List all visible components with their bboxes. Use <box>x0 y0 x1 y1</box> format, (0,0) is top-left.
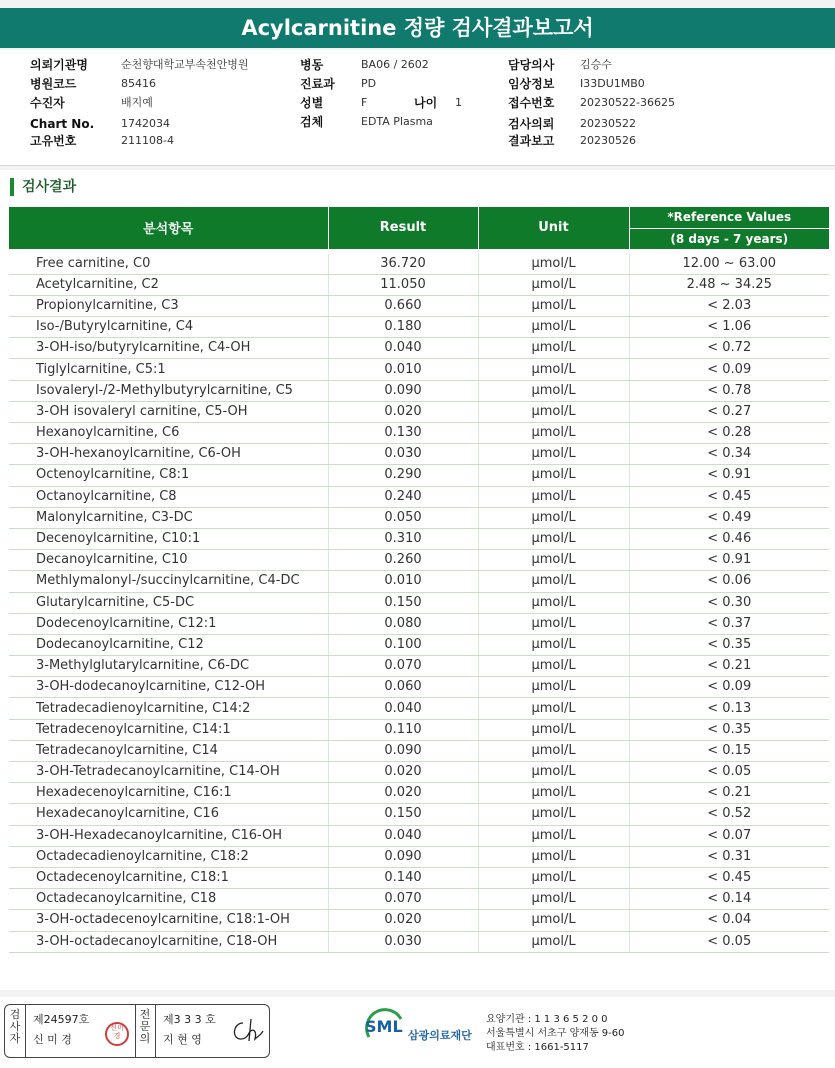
result-reference: < 0.46 <box>629 528 829 549</box>
result-value: 0.030 <box>328 444 478 465</box>
result-value: 0.060 <box>328 677 478 698</box>
result-item: Tetradecadienoylcarnitine, C14:2 <box>9 698 328 719</box>
result-unit: μmol/L <box>478 889 629 910</box>
result-unit: μmol/L <box>478 571 629 592</box>
foundation-address: 서울특별시 서초구 양재동 9-60 <box>486 1028 625 1039</box>
result-item: 3-OH-octadecanoylcarnitine, C18-OH <box>9 931 328 952</box>
result-reference: < 0.35 <box>629 719 829 740</box>
result-item: Malonylcarnitine, C3-DC <box>9 507 328 528</box>
result-item: Propionylcarnitine, C3 <box>9 295 328 316</box>
age-value: 1 <box>455 96 462 109</box>
table-row <box>9 804 829 825</box>
result-unit: μmol/L <box>478 677 629 698</box>
table-row <box>9 571 829 592</box>
table-row <box>9 444 829 465</box>
chart-value: 1742034 <box>121 117 170 130</box>
result-value: 36.720 <box>328 254 478 275</box>
report-title: Acylcarnitine 정량 검사결과보고서 <box>0 8 835 48</box>
result-value: 0.010 <box>328 571 478 592</box>
result-item: Tiglylcarnitine, C5:1 <box>9 359 328 380</box>
result-value: 0.040 <box>328 338 478 359</box>
table-row <box>9 423 829 444</box>
table-row <box>9 740 829 761</box>
table-row <box>9 254 829 275</box>
result-item: 3-OH-Hexadecanoylcarnitine, C16-OH <box>9 825 328 846</box>
results-table <box>9 207 829 953</box>
result-reference: < 0.78 <box>629 380 829 401</box>
result-item: Hexadecanoylcarnitine, C16 <box>9 804 328 825</box>
table-row <box>9 698 829 719</box>
result-unit: μmol/L <box>478 254 629 275</box>
sex-label: 성별 <box>300 96 324 110</box>
institution-value: 순천향대학교부속천안병원 <box>121 58 249 71</box>
specimen-label: 검체 <box>300 115 324 129</box>
col-header-unit: Unit <box>478 207 629 249</box>
result-unit: μmol/L <box>478 867 629 888</box>
chart-label: Chart No. <box>30 117 95 131</box>
table-row <box>9 783 829 804</box>
table-row <box>9 507 829 528</box>
result-unit: μmol/L <box>478 465 629 486</box>
hospital-code-label: 병원코드 <box>30 77 77 91</box>
report-date-value: 20230526 <box>580 134 636 147</box>
result-reference: < 0.72 <box>629 338 829 359</box>
receipt-label: 접수번호 <box>508 96 555 110</box>
result-reference: < 0.05 <box>629 931 829 952</box>
ward-label: 병동 <box>300 58 324 72</box>
result-value: 0.040 <box>328 698 478 719</box>
result-value: 0.150 <box>328 592 478 613</box>
signature-box <box>4 1004 270 1058</box>
result-item: Octadecadienoylcarnitine, C18:2 <box>9 846 328 867</box>
result-reference: 2.48 ~ 34.25 <box>629 274 829 295</box>
result-value: 0.070 <box>328 889 478 910</box>
result-value: 0.140 <box>328 867 478 888</box>
table-row <box>9 719 829 740</box>
result-unit: μmol/L <box>478 338 629 359</box>
result-reference: < 0.07 <box>629 825 829 846</box>
result-item: Octadecenoylcarnitine, C18:1 <box>9 867 328 888</box>
result-unit: μmol/L <box>478 740 629 761</box>
table-row <box>9 762 829 783</box>
result-reference: < 0.27 <box>629 401 829 422</box>
result-value: 0.090 <box>328 740 478 761</box>
result-unit: μmol/L <box>478 274 629 295</box>
result-reference: < 0.52 <box>629 804 829 825</box>
result-value: 0.100 <box>328 634 478 655</box>
result-unit: μmol/L <box>478 317 629 338</box>
hospital-code-value: 85416 <box>121 77 156 90</box>
result-unit: μmol/L <box>478 359 629 380</box>
result-reference: < 0.13 <box>629 698 829 719</box>
result-unit: μmol/L <box>478 592 629 613</box>
result-item: Octadecanoylcarnitine, C18 <box>9 889 328 910</box>
table-row <box>9 295 829 316</box>
result-reference: < 0.91 <box>629 550 829 571</box>
result-reference: < 0.34 <box>629 444 829 465</box>
result-item: Hexanoylcarnitine, C6 <box>9 423 328 444</box>
table-row <box>9 592 829 613</box>
table-row <box>9 338 829 359</box>
result-item: Tetradecenoylcarnitine, C14:1 <box>9 719 328 740</box>
result-reference: < 0.49 <box>629 507 829 528</box>
result-reference: < 0.06 <box>629 571 829 592</box>
result-unit: μmol/L <box>478 528 629 549</box>
patient-label: 수진자 <box>30 96 65 110</box>
result-reference: < 0.28 <box>629 423 829 444</box>
result-value: 0.090 <box>328 380 478 401</box>
result-item: Octenoylcarnitine, C8:1 <box>9 465 328 486</box>
doctor-label: 담당의사 <box>508 58 555 72</box>
result-item: 3-OH-Tetradecanoylcarnitine, C14-OH <box>9 762 328 783</box>
specialist-label: 전문의 <box>139 1008 151 1045</box>
result-unit: μmol/L <box>478 656 629 677</box>
result-item: 3-OH-hexanoylcarnitine, C6-OH <box>9 444 328 465</box>
result-value: 0.070 <box>328 656 478 677</box>
table-row <box>9 550 829 571</box>
table-row <box>9 846 829 867</box>
result-value: 0.310 <box>328 528 478 549</box>
result-value: 0.660 <box>328 295 478 316</box>
result-unit: μmol/L <box>478 613 629 634</box>
result-value: 0.240 <box>328 486 478 507</box>
institution-label: 의뢰기관명 <box>30 58 88 72</box>
result-value: 0.020 <box>328 910 478 931</box>
table-row <box>9 656 829 677</box>
table-row <box>9 317 829 338</box>
sex-value: F <box>361 96 368 109</box>
result-value: 0.020 <box>328 762 478 783</box>
table-row <box>9 380 829 401</box>
report-date-label: 결과보고 <box>508 134 555 148</box>
result-reference: < 0.09 <box>629 359 829 380</box>
result-unit: μmol/L <box>478 401 629 422</box>
result-unit: μmol/L <box>478 550 629 571</box>
result-item: Octanoylcarnitine, C8 <box>9 486 328 507</box>
specialist-license: 제3 3 3 호 <box>163 1013 216 1026</box>
table-row <box>9 274 829 295</box>
signature-icon <box>229 1017 265 1045</box>
section-title: 검사결과 <box>10 178 76 196</box>
result-item: Methlymalonyl-/succinylcarnitine, C4-DC <box>9 571 328 592</box>
result-value: 0.150 <box>328 804 478 825</box>
result-value: 0.130 <box>328 423 478 444</box>
result-unit: μmol/L <box>478 910 629 931</box>
result-value: 0.040 <box>328 825 478 846</box>
result-unit: μmol/L <box>478 846 629 867</box>
result-unit: μmol/L <box>478 380 629 401</box>
result-value: 0.180 <box>328 317 478 338</box>
result-item: Iso-/Butyrylcarnitine, C4 <box>9 317 328 338</box>
result-item: 3-OH-octadecenoylcarnitine, C18:1-OH <box>9 910 328 931</box>
result-reference: < 0.15 <box>629 740 829 761</box>
result-value: 0.090 <box>328 846 478 867</box>
patient-value: 배지예 <box>121 96 153 109</box>
unique-label: 고유번호 <box>30 134 77 148</box>
tester-label: 검사자 <box>9 1008 21 1045</box>
col-header-reference-range: (8 days - 7 years) <box>629 228 829 249</box>
result-reference: < 0.09 <box>629 677 829 698</box>
result-item: Glutarylcarnitine, C5-DC <box>9 592 328 613</box>
result-value: 0.020 <box>328 401 478 422</box>
col-header-item: 분석항목 <box>9 207 328 249</box>
table-row <box>9 931 829 952</box>
request-value: 20230522 <box>580 117 636 130</box>
result-unit: μmol/L <box>478 423 629 444</box>
result-reference: < 0.91 <box>629 465 829 486</box>
age-label: 나이 <box>414 96 438 110</box>
result-item: Decenoylcarnitine, C10:1 <box>9 528 328 549</box>
result-unit: μmol/L <box>478 804 629 825</box>
tester-name: 신 미 경 <box>33 1033 72 1046</box>
table-row <box>9 634 829 655</box>
tester-seal: 신미경 <box>105 1022 129 1046</box>
result-value: 0.260 <box>328 550 478 571</box>
result-reference: 12.00 ~ 63.00 <box>629 254 829 275</box>
result-unit: μmol/L <box>478 444 629 465</box>
result-item: Acetylcarnitine, C2 <box>9 274 328 295</box>
table-row <box>9 825 829 846</box>
result-value: 0.030 <box>328 931 478 952</box>
table-row <box>9 889 829 910</box>
result-item: Dodecanoylcarnitine, C12 <box>9 634 328 655</box>
table-row <box>9 910 829 931</box>
result-value: 0.010 <box>328 359 478 380</box>
footer <box>0 997 835 1068</box>
result-unit: μmol/L <box>478 295 629 316</box>
result-item: Tetradecanoylcarnitine, C14 <box>9 740 328 761</box>
request-label: 검사의뢰 <box>508 117 555 131</box>
result-item: Decanoylcarnitine, C10 <box>9 550 328 571</box>
result-unit: μmol/L <box>478 719 629 740</box>
dept-value: PD <box>361 77 377 90</box>
tester-license: 제24597호 <box>33 1013 90 1026</box>
result-item: 3-OH isovaleryl carnitine, C5-OH <box>9 401 328 422</box>
result-item: Free carnitine, C0 <box>9 254 328 275</box>
ward-value: BA06 / 2602 <box>361 58 429 71</box>
result-value: 11.050 <box>328 274 478 295</box>
specialist-name: 지 현 영 <box>163 1033 202 1046</box>
col-header-reference: *Reference Values <box>629 207 829 228</box>
result-value: 0.290 <box>328 465 478 486</box>
unique-value: 211108-4 <box>121 134 174 147</box>
table-row <box>9 613 829 634</box>
foundation-name: 삼광의료재단 <box>408 1029 472 1042</box>
result-reference: < 0.21 <box>629 783 829 804</box>
table-row <box>9 867 829 888</box>
receipt-value: 20230522-36625 <box>580 96 675 109</box>
result-reference: < 2.03 <box>629 295 829 316</box>
result-reference: < 0.30 <box>629 592 829 613</box>
result-unit: μmol/L <box>478 762 629 783</box>
result-value: 0.110 <box>328 719 478 740</box>
result-item: Isovaleryl-/2-Methylbutyrylcarnitine, C5 <box>9 380 328 401</box>
specimen-value: EDTA Plasma <box>361 115 433 128</box>
care-code: 요양기관 : 1 1 3 6 5 2 0 0 <box>486 1014 608 1025</box>
result-item: 3-OH-dodecanoylcarnitine, C12-OH <box>9 677 328 698</box>
dept-label: 진료과 <box>300 77 335 91</box>
result-reference: < 1.06 <box>629 317 829 338</box>
results-panel <box>0 170 835 990</box>
result-unit: μmol/L <box>478 486 629 507</box>
foundation-phone: 대표번호 : 1661-5117 <box>486 1042 589 1053</box>
table-row <box>9 528 829 549</box>
table-row <box>9 465 829 486</box>
result-reference: < 0.35 <box>629 634 829 655</box>
result-reference: < 0.04 <box>629 910 829 931</box>
sml-logo: SML <box>365 1009 403 1028</box>
result-reference: < 0.05 <box>629 762 829 783</box>
result-reference: < 0.31 <box>629 846 829 867</box>
result-item: 3-OH-iso/butyrylcarnitine, C4-OH <box>9 338 328 359</box>
result-reference: < 0.14 <box>629 889 829 910</box>
doctor-value: 김승수 <box>580 58 612 71</box>
result-unit: μmol/L <box>478 698 629 719</box>
table-row <box>9 359 829 380</box>
result-value: 0.020 <box>328 783 478 804</box>
result-reference: < 0.37 <box>629 613 829 634</box>
result-reference: < 0.45 <box>629 867 829 888</box>
result-value: 0.080 <box>328 613 478 634</box>
result-unit: μmol/L <box>478 825 629 846</box>
result-item: 3-Methylglutarylcarnitine, C6-DC <box>9 656 328 677</box>
table-row <box>9 401 829 422</box>
result-item: Hexadecenoylcarnitine, C16:1 <box>9 783 328 804</box>
col-header-result: Result <box>328 207 478 249</box>
result-value: 0.050 <box>328 507 478 528</box>
clinical-value: I33DU1MB0 <box>580 77 645 90</box>
clinical-label: 임상정보 <box>508 77 555 91</box>
table-row <box>9 677 829 698</box>
result-unit: μmol/L <box>478 634 629 655</box>
result-reference: < 0.21 <box>629 656 829 677</box>
result-reference: < 0.45 <box>629 486 829 507</box>
table-row <box>9 486 829 507</box>
result-unit: μmol/L <box>478 931 629 952</box>
result-item: Dodecenoylcarnitine, C12:1 <box>9 613 328 634</box>
patient-info-panel <box>0 50 835 166</box>
result-unit: μmol/L <box>478 783 629 804</box>
result-unit: μmol/L <box>478 507 629 528</box>
